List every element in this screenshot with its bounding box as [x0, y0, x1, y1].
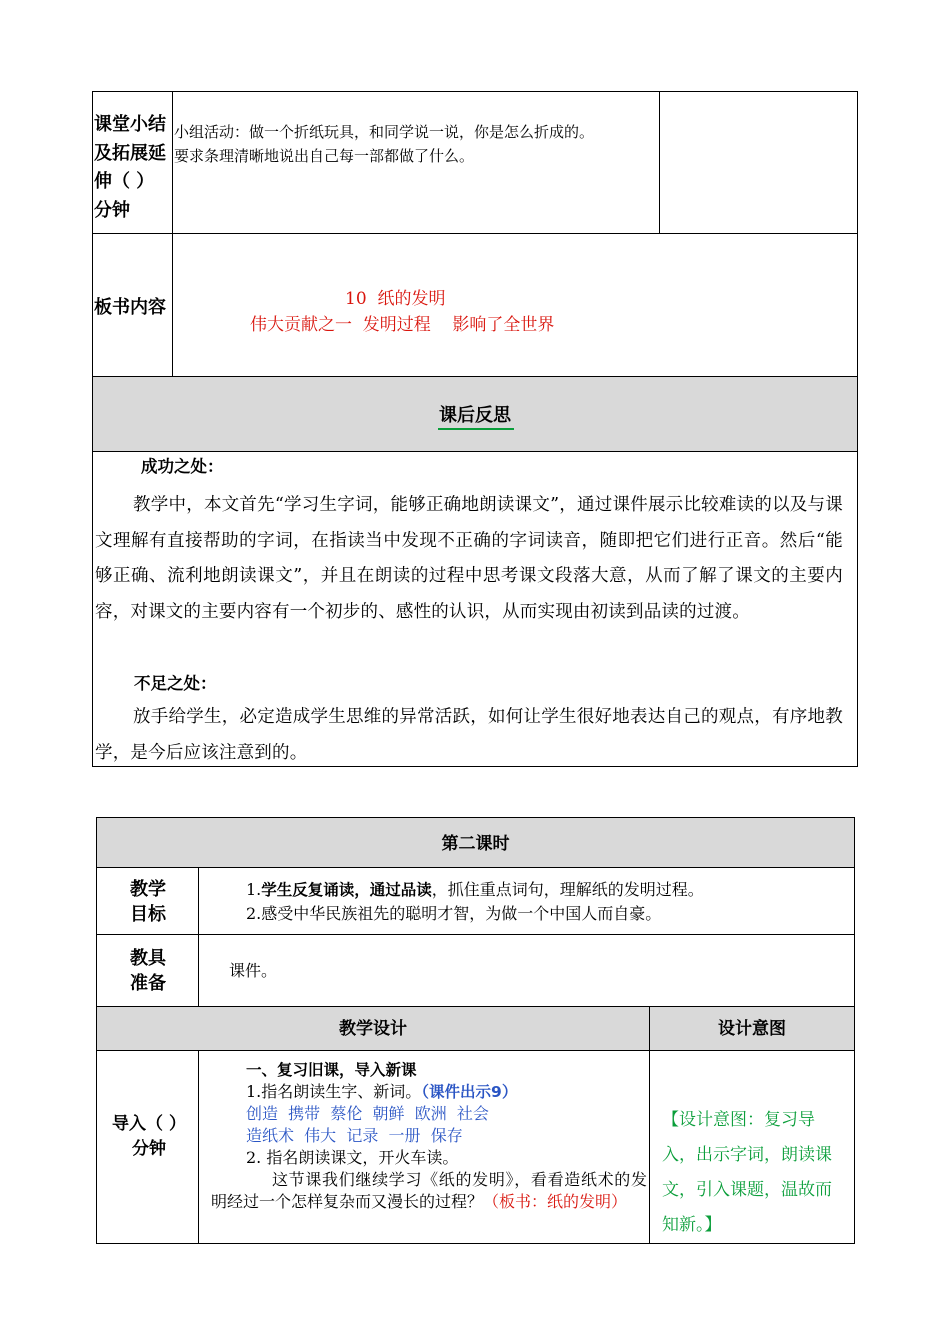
success-text: 教学中，本文首先“学习生字词，能够正确地朗读课文”，通过课件展示比较难读的以及与课文理解有直接帮助的字词，在指读当中发现不正确的字词读音，随即把它们进行正音。然后“能够正确、流利地朗读课文”，并且在朗读的过程中思考课文段落大意，从而了解了课文的主要内容，对课文的主要内容有一个初步的、感性的认识，从而实现由初读到品读的过渡。 [95, 495, 843, 622]
words-line-2: 造纸术 伟大 记录 一册 保存 [246, 1126, 463, 1145]
goal-1 [246, 878, 704, 902]
t2-line-2 [96, 867, 855, 868]
t2-line-right [854, 817, 855, 1244]
design-header: 教学设计 [339, 1019, 407, 1039]
intro-heading: 一、复习旧课，导入新课 [246, 1061, 417, 1079]
t2-line-col1b [198, 1050, 199, 1244]
reflection-title: 课后反思 [439, 405, 511, 426]
intro-step1 [246, 1081, 517, 1103]
t1-line-left [92, 91, 93, 767]
words-line-1: 创造 携带 蔡伦 朝鲜 欧洲 社会 [246, 1104, 489, 1123]
summary-text-1: 小组活动：做一个折纸玩具，和同学说一说，你是怎么折成的。 [174, 123, 595, 141]
t2-line-col1a [198, 867, 199, 1007]
board-line-2: 伟大贡献之一 发明过程 影响了全世界 [250, 315, 555, 335]
t1-line-4 [92, 451, 858, 452]
goal-2: 2.感受中华民族祖先的聪明才智，为做一个中国人而自豪。 [246, 904, 662, 923]
success-heading: 成功之处： [141, 457, 224, 476]
tools-text: 课件。 [229, 961, 278, 980]
intro-step1-text: 1.指名朗读生字、新词。 [246, 1082, 422, 1101]
summary-label: 课堂小结及拓展延伸（ ）分钟 [94, 114, 166, 221]
board-label: 板书内容 [94, 297, 166, 318]
lesson-title: 第二课时 [441, 834, 510, 854]
t1-line-right [857, 91, 858, 767]
t2-line-col2 [649, 1006, 650, 1244]
t2-line-5 [96, 1050, 855, 1051]
intent-text: 【设计意图：复习导入，出示字词，朗读课文，引入课题，温故而知新。】 [662, 1110, 832, 1235]
deficit-text: 放手给学生，必定造成学生思维的异常活跃，如何让学生很好地表达自己的观点，有序地教学，是今后应该注意到的。 [95, 707, 843, 763]
summary-text-2: 要求条理清晰地说出自己每一部都做了什么。 [174, 147, 475, 165]
t2-line-top [96, 817, 855, 818]
intro-text [211, 1169, 647, 1213]
intro-text-body: 这节课我们继续学习《纸的发明》，看看造纸术的发明经过一个怎样复杂而又漫长的过程？ [211, 1170, 647, 1211]
t1-line-3 [92, 376, 858, 377]
goal-1-bold: 学生反复诵读，通过品读 [261, 881, 432, 899]
t1-line-top [92, 91, 858, 92]
t1-line-col2 [659, 91, 660, 234]
intent-header: 设计意图 [718, 1019, 786, 1039]
intro-step1-note: （课件出示9） [421, 1083, 518, 1101]
reflection-title-underline [438, 428, 514, 430]
t1-line-2 [92, 233, 858, 234]
board-line-1: 10 纸的发明 [345, 289, 446, 309]
deficit-heading: 不足之处： [134, 674, 217, 693]
goal-1-num: 1. [246, 880, 262, 899]
tools-label: 教具准备 [130, 948, 166, 994]
goals-label: 教学目标 [130, 879, 166, 925]
intro-board: （板书：纸的发明） [483, 1192, 628, 1211]
t2-line-4 [96, 1006, 855, 1007]
intro-step2: 2. 指名朗读课文，开火车读。 [246, 1148, 459, 1167]
intro-label: 导入（ ）分钟 [112, 1114, 186, 1159]
t1-line-col1 [172, 91, 173, 377]
goal-1-rest: ，抓住重点词句，理解纸的发明过程。 [431, 880, 704, 899]
t2-line-3 [96, 934, 855, 935]
t2-line-bottom [96, 1243, 855, 1244]
